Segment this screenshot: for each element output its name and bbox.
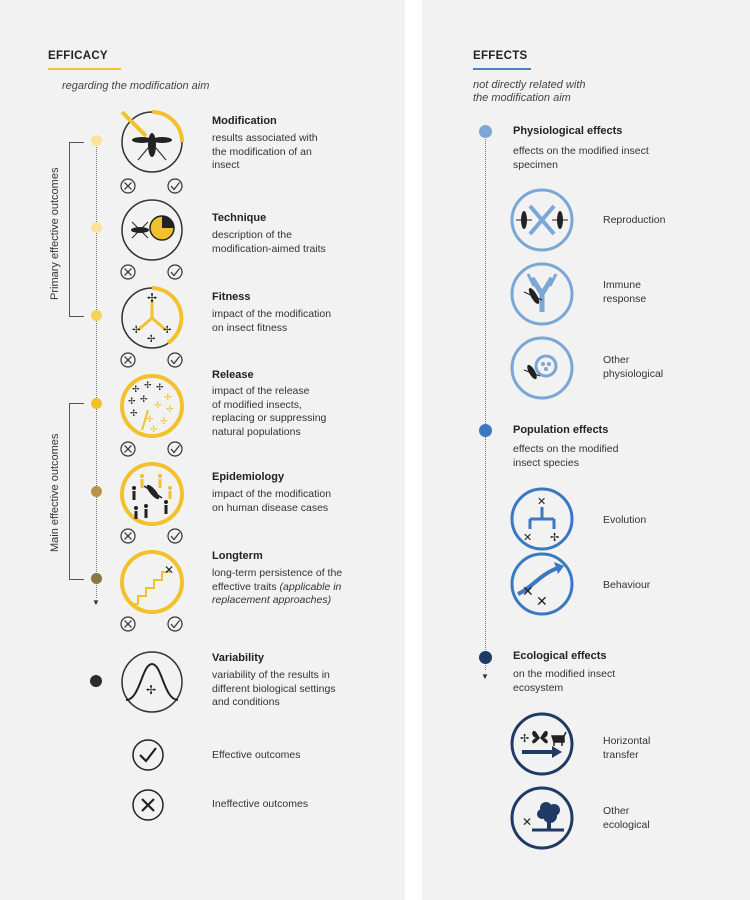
svg-text:✕: ✕ <box>537 495 547 508</box>
longterm-outcome-icons <box>120 616 184 632</box>
svg-text:✕: ✕ <box>536 594 548 610</box>
release-dot <box>91 398 102 409</box>
longterm-title: Longterm <box>212 550 263 562</box>
svg-text:✢: ✢ <box>160 417 168 427</box>
cross-icon <box>131 788 165 822</box>
release-outcome-icons <box>120 441 184 457</box>
svg-text:✕: ✕ <box>522 584 534 600</box>
epidemiology-description: impact of the modification on human disease cases <box>212 488 332 514</box>
svg-text:✢: ✢ <box>144 381 152 391</box>
pie-chart-icon <box>120 198 184 262</box>
population-description: effects on the modified insect species <box>513 443 619 469</box>
horizontal-transfer-icon <box>510 712 574 776</box>
reproduction-icon <box>510 188 574 252</box>
release-icon <box>120 374 184 438</box>
epidemiology-dot <box>91 486 102 497</box>
modification-outcome-icons <box>120 178 184 194</box>
other-physiological-icon <box>510 336 574 400</box>
reproduction-label: Reproduction <box>603 214 666 226</box>
svg-text:✕: ✕ <box>164 563 175 577</box>
svg-text:✢: ✢ <box>147 334 156 345</box>
effects-timeline <box>485 136 486 670</box>
effects-subtitle: not directly related with the modification aim <box>473 79 586 104</box>
ecological-dot <box>479 651 492 664</box>
release-title: Release <box>212 369 254 381</box>
svg-text:✢: ✢ <box>128 397 136 407</box>
modification-dot <box>91 135 102 146</box>
primary-bracket-label: Primary effective outcomes <box>49 167 61 300</box>
longterm-description-italic: (applicable in replacement approaches) <box>212 580 342 606</box>
svg-text:✢: ✢ <box>163 325 172 336</box>
effects-underline <box>473 68 531 70</box>
effects-header: EFFECTS <box>473 50 528 62</box>
fitness-dot <box>91 310 102 321</box>
fitness-title: Fitness <box>212 291 251 303</box>
release-description: impact of the release of modified insects, replacing or suppressing natural populations <box>212 385 327 438</box>
epidemiology-title: Epidemiology <box>212 471 285 483</box>
technique-description: description of the modification-aimed traits <box>212 229 326 255</box>
other-physiological-label: Other physiological <box>603 354 664 380</box>
immune-response-label: Immune response <box>603 279 647 305</box>
behaviour-label: Behaviour <box>603 579 651 591</box>
svg-text:✢: ✢ <box>146 683 157 697</box>
fitness-icon <box>120 286 184 350</box>
svg-text:✢: ✢ <box>520 732 530 745</box>
efficacy-timeline <box>96 140 97 598</box>
technique-outcome-icons <box>120 264 184 280</box>
fitness-description: impact of the modification on insect fitness <box>212 308 332 334</box>
variability-title: Variability <box>212 652 264 664</box>
ecological-description: on the modified insect ecosystem <box>513 668 616 694</box>
check-icon <box>131 738 165 772</box>
physiological-title: Physiological effects <box>513 125 623 137</box>
effects-timeline-arrow-icon: ▼ <box>481 672 489 681</box>
population-dot <box>479 424 492 437</box>
svg-text:✢: ✢ <box>132 385 140 395</box>
immune-response-icon <box>510 262 574 326</box>
legend-effective-label: Effective outcomes <box>212 749 301 761</box>
longterm-description-block <box>212 567 392 608</box>
other-ecological-icon <box>510 786 574 850</box>
epidemiology-icon <box>120 462 184 526</box>
behaviour-icon <box>510 552 574 616</box>
evolution-label: Evolution <box>603 514 647 526</box>
efficacy-subtitle: regarding the modification aim <box>62 80 210 92</box>
variability-dot <box>90 675 102 687</box>
ecological-title: Ecological effects <box>513 650 607 662</box>
svg-text:✢: ✢ <box>140 395 148 405</box>
svg-text:✢: ✢ <box>146 415 154 425</box>
other-ecological-label: Other ecological <box>603 805 650 831</box>
timeline-arrow-icon: ▼ <box>92 598 100 607</box>
technique-title: Technique <box>212 212 267 224</box>
longterm-description: long-term persistence of the effective traits <box>212 567 343 593</box>
main-bracket <box>69 403 84 580</box>
fitness-outcome-icons <box>120 352 184 368</box>
efficacy-header: EFFICACY <box>48 50 108 62</box>
svg-text:✢: ✢ <box>164 393 172 403</box>
technique-dot <box>91 222 102 233</box>
variability-description: variability of the results in different biological settings and conditions <box>212 669 336 708</box>
longterm-dot <box>91 573 102 584</box>
horizontal-transfer-label: Horizontal transfer <box>603 735 651 761</box>
svg-text:✢: ✢ <box>147 291 158 305</box>
svg-text:✢: ✢ <box>550 531 560 544</box>
legend-ineffective-label: Ineffective outcomes <box>212 798 309 810</box>
svg-text:✢: ✢ <box>154 401 162 411</box>
main-bracket-label: Main effective outcomes <box>49 433 61 552</box>
effects-panel <box>422 0 750 900</box>
svg-text:✢: ✢ <box>156 383 164 393</box>
modification-description: results associated with the modification of an insect <box>212 132 318 171</box>
bell-curve-icon <box>120 650 184 714</box>
modification-title: Modification <box>212 115 277 127</box>
mosquito-icon <box>120 110 184 174</box>
svg-text:✕: ✕ <box>522 815 533 829</box>
svg-text:✢: ✢ <box>150 425 158 435</box>
physiological-description: effects on the modified insect specimen <box>513 145 649 171</box>
primary-bracket <box>69 142 84 317</box>
physiological-dot <box>479 125 492 138</box>
population-title: Population effects <box>513 424 609 436</box>
epidemiology-outcome-icons <box>120 528 184 544</box>
svg-text:✕: ✕ <box>523 531 533 544</box>
efficacy-underline <box>48 68 121 70</box>
evolution-icon <box>510 487 574 551</box>
svg-text:✢: ✢ <box>130 409 138 419</box>
svg-text:✢: ✢ <box>166 405 174 415</box>
svg-text:✢: ✢ <box>132 325 141 336</box>
stairs-icon <box>120 550 184 614</box>
